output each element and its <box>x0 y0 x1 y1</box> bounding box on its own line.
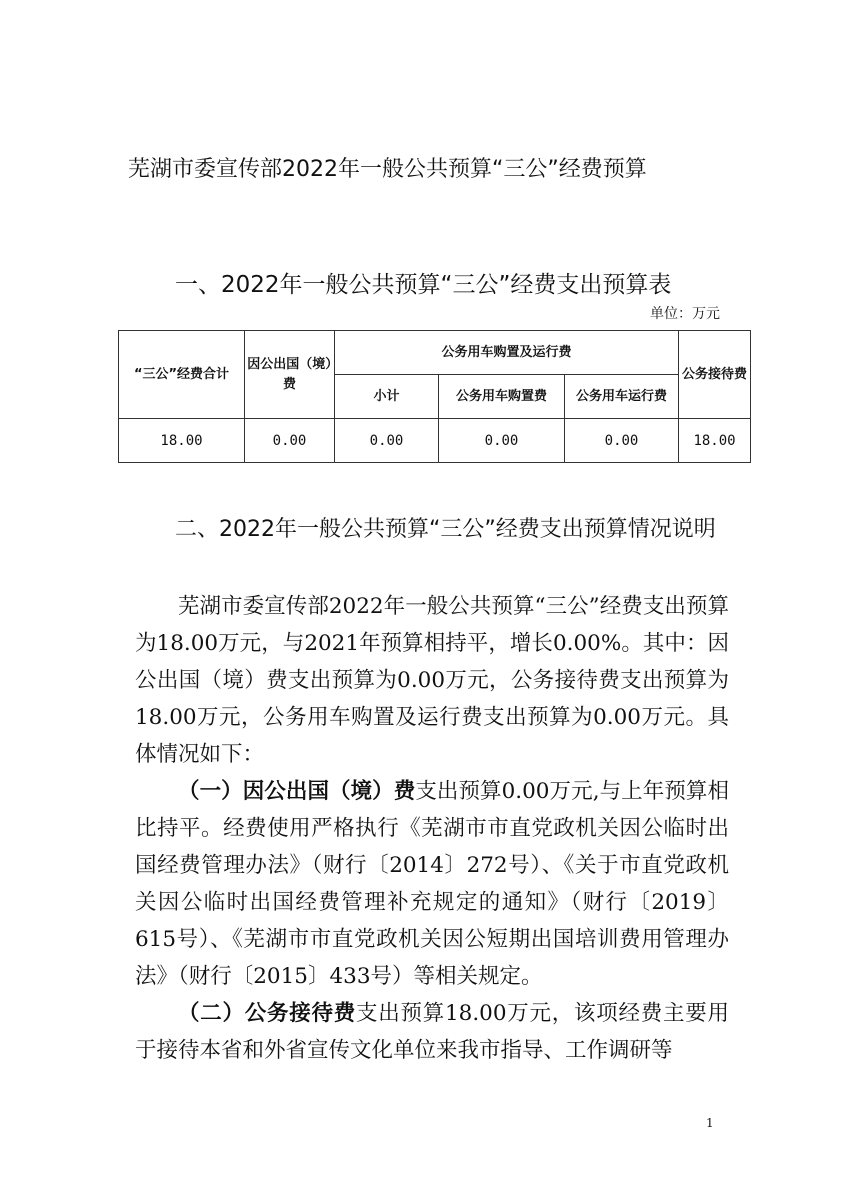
unit-label: 单位：万元 <box>650 306 720 322</box>
header-operation: 公务用车运行费 <box>565 375 679 419</box>
paragraph-reception <box>135 995 729 1069</box>
paragraph-abroad-body: 支出预算0.00万元,与上年预算相比持平。经费使用严格执行《芜湖市市直党政机关因公临时出国经费管理办法》（财行〔2014〕272号）、《关于市直党政机关因公临时出国经费管理补充规定的通知》（财行〔2019〕615号）、《芜湖市市直党政机关因公短期出国培训费用管理办法》（财行〔2015〕433号）等相关规定。 <box>135 779 729 989</box>
header-reception: 公务接待费 <box>679 331 751 419</box>
value-subtotal: 0.00 <box>335 419 439 463</box>
header-subtotal: 小计 <box>335 375 439 419</box>
section-1-title: 一、2022年一般公共预算“三公”经费支出预算表 <box>175 272 672 298</box>
value-reception: 18.00 <box>679 419 751 463</box>
value-total: 18.00 <box>119 419 245 463</box>
budget-table <box>118 330 751 463</box>
header-purchase: 公务用车购置费 <box>439 375 565 419</box>
section-2-title: 二、2022年一般公共预算“三公”经费支出预算情况说明 <box>175 517 716 542</box>
value-abroad: 0.00 <box>245 419 335 463</box>
page-number: 1 <box>706 1116 714 1130</box>
paragraph-abroad <box>135 773 729 995</box>
body-text <box>135 588 729 1069</box>
paragraph-reception-heading: （二）公务接待费 <box>178 1001 356 1026</box>
page-title: 芜湖市委宣传部2022年一般公共预算“三公”经费预算 <box>128 157 647 182</box>
value-operation: 0.00 <box>565 419 679 463</box>
paragraph-summary: 芜湖市委宣传部2022年一般公共预算“三公”经费支出预算为18.00万元，与2021年预算相持平，增长0.00%。其中：因公出国（境）费支出预算为0.00万元，公务接待费支出预算为18.00万元，公务用车购置及运行费支出预算为0.00万元。具体情况如下： <box>135 594 729 767</box>
value-purchase: 0.00 <box>439 419 565 463</box>
paragraph-reception-body: 支出预算18.00万元，该项经费主要用于接待本省和外省宣传文化单位来我市指导、工作调研等 <box>135 1001 729 1063</box>
header-vehicle-group: 公务用车购置及运行费 <box>335 331 679 375</box>
header-abroad: 因公出国（境）费 <box>245 331 335 419</box>
header-total: “三公”经费合计 <box>119 331 245 419</box>
paragraph-abroad-heading: （一）因公出国（境）费 <box>178 779 416 804</box>
